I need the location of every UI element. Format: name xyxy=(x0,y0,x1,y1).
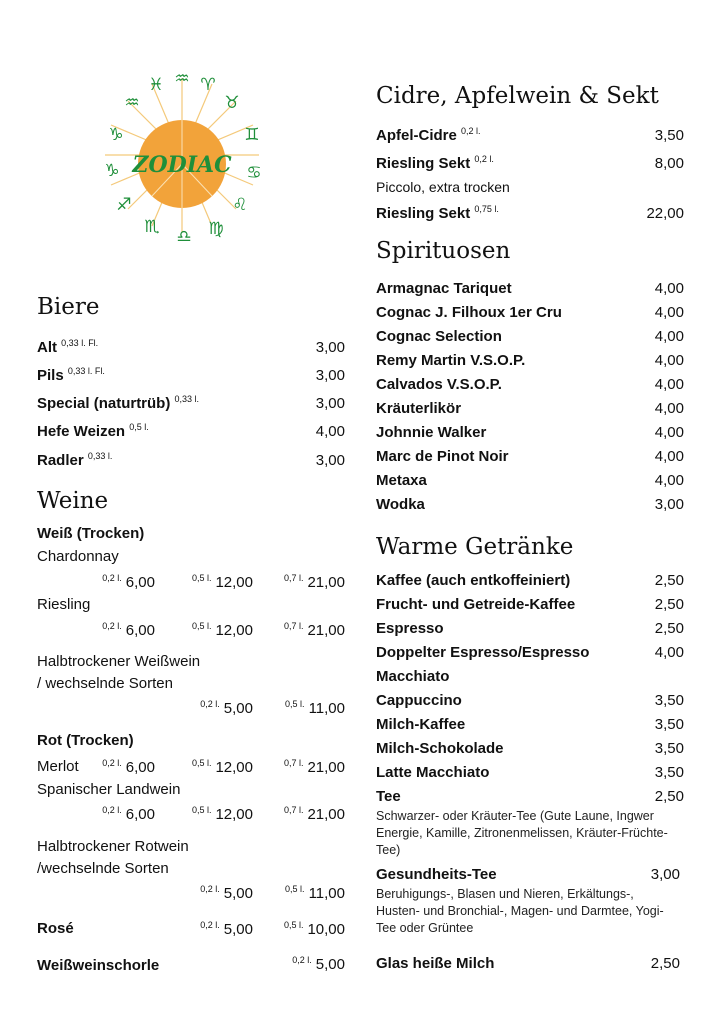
menu-item-alt: Alt $^{0,33 l. Fl.}$ 3,00 xyxy=(37,338,345,356)
price-halb-rot-05: $^{0,5 l.}$ 11,00 xyxy=(285,884,345,902)
tee-description: Schwarzer- oder Kräuter-Tee (Gute Laune, Ingwer Energie, Kamille, Zitronenmelissen, Kräuter-Früchte-Tee) xyxy=(376,809,668,857)
spirit-item: Kräuterlikör 4,00 xyxy=(376,400,684,417)
spirit-item: Cognac J. Filhoux 1er Cru 4,00 xyxy=(376,304,684,321)
price-rose-02: $^{0,2 l.}$ 5,00 xyxy=(200,920,253,938)
menu-item-radler: Radler $^{0,33 l.}$ 3,00 xyxy=(37,451,345,469)
price-chardonnay-07: $^{0,7 l.}$ 21,00 xyxy=(283,573,345,591)
warm-item: Frucht- und Getreide-Kaffee 2,50 xyxy=(376,596,684,613)
section-title-warme-getraenke: Warme Getränke xyxy=(376,534,574,560)
warm-item: Milch-Schokolade 3,50 xyxy=(376,740,684,757)
wine-halbtrocken-weiss-line1: Halbtrockener Weißwein xyxy=(37,653,201,670)
price-halb-weiss-02: $^{0,2 l.}$ 5,00 xyxy=(200,699,253,717)
zodiac-glyph-icon: ♎ xyxy=(176,227,192,247)
wine-halbtrocken-weiss-line2: / wechselnde Sorten xyxy=(37,675,173,692)
warm-item-gesundheits-tee: Gesundheits-Tee 3,00 xyxy=(376,866,680,883)
warm-item: Doppelter Espresso/Espresso 4,00 xyxy=(376,644,684,661)
warm-item: Latte Macchiato 3,50 xyxy=(376,764,684,781)
spirit-item: Wodka 3,00 xyxy=(376,496,684,513)
spirit-item: Remy Martin V.S.O.P. 4,00 xyxy=(376,352,684,369)
spirit-item: Marc de Pinot Noir 4,00 xyxy=(376,448,684,465)
wine-merlot: Merlot xyxy=(37,758,79,775)
price-spanisch-07: $^{0,7 l.}$ 21,00 xyxy=(283,805,345,823)
zodiac-glyph-icon: ♒ xyxy=(174,69,190,89)
warm-item: Kaffee (auch entkoffeiniert) 2,50 xyxy=(376,572,684,589)
section-title-spirituosen: Spirituosen xyxy=(376,238,511,264)
zodiac-glyph-icon: ♑ xyxy=(104,161,120,181)
spirit-item: Cognac Selection 4,00 xyxy=(376,328,684,345)
wine-schorle: Weißweinschorle xyxy=(37,957,160,974)
spirit-item: Johnnie Walker 4,00 xyxy=(376,424,684,441)
zodiac-glyph-icon: ♒ xyxy=(124,93,140,113)
price-rose-05: $^{0,5 l.}$ 10,00 xyxy=(283,920,345,938)
wine-spanischer-landwein: Spanischer Landwein xyxy=(37,781,181,798)
warm-item-milch: Glas heiße Milch 2,50 xyxy=(376,955,680,972)
wine-chardonnay: Chardonnay xyxy=(37,548,119,565)
subheader-weiss: Weiß (Trocken) xyxy=(37,525,145,542)
menu-item-riesling-sekt-075: Riesling Sekt $^{0,75 l.}$ 22,00 xyxy=(376,204,684,222)
wine-halbtrocken-rot-line1: Halbtrockener Rotwein xyxy=(37,838,189,855)
menu-item-hefe-weizen: Hefe Weizen $^{0,5 l.}$ 4,00 xyxy=(37,422,345,440)
warm-item: Espresso 2,50 xyxy=(376,620,684,637)
price-riesling-05: $^{0,5 l.}$ 12,00 xyxy=(191,621,253,639)
price-spanisch-05: $^{0,5 l.}$ 12,00 xyxy=(191,805,253,823)
zodiac-glyph-icon: ♍ xyxy=(208,219,224,239)
subheader-rot: Rot (Trocken) xyxy=(37,732,134,749)
wine-rose: Rosé xyxy=(37,920,74,937)
warm-item: Cappuccino 3,50 xyxy=(376,692,684,709)
section-title-weine: Weine xyxy=(37,488,109,514)
section-title-biere: Biere xyxy=(37,294,100,320)
menu-item-pils: Pils $^{0,33 l. Fl.}$ 3,00 xyxy=(37,366,345,384)
price-riesling-07: $^{0,7 l.}$ 21,00 xyxy=(283,621,345,639)
price-halb-rot-02: $^{0,2 l.}$ 5,00 xyxy=(200,884,253,902)
price-spanisch-02: $^{0,2 l.}$ 6,00 xyxy=(102,805,155,823)
price-merlot-02: $^{0,2 l.}$ 6,00 xyxy=(102,758,155,776)
gesundheits-tee-description: Beruhigungs-, Blasen und Nieren, Erkältungs-, Husten- und Bronchial-, Magen- und Darmtee, Yogi-Tee oder Grüntee xyxy=(376,887,664,935)
zodiac-glyph-icon: ♉ xyxy=(224,93,240,113)
wine-halbtrocken-rot-line2: /wechselnde Sorten xyxy=(37,860,169,877)
menu-item-riesling-sekt-02: Riesling Sekt $^{0,2 l.}$ 8,00 xyxy=(376,154,684,172)
zodiac-glyph-icon: ♈ xyxy=(200,75,216,95)
price-chardonnay-02: $^{0,2 l.}$ 6,00 xyxy=(102,573,155,591)
menu-item-apfel-cidre: Apfel-Cidre $^{0,2 l.}$ 3,50 xyxy=(376,126,684,144)
zodiac-glyph-icon: ♊ xyxy=(244,125,260,145)
logo-text: ZODIAC xyxy=(132,152,232,178)
warm-item-tee: Tee 2,50 xyxy=(376,788,684,805)
price-schorle-02: $^{0,2 l.}$ 5,00 xyxy=(292,955,345,973)
price-merlot-07: $^{0,7 l.}$ 21,00 xyxy=(283,758,345,776)
menu-item-special: Special (naturtrüb) $^{0,33 l.}$ 3,00 xyxy=(37,394,345,412)
wine-riesling: Riesling xyxy=(37,596,91,613)
warm-item-macchiato: Macchiato xyxy=(376,668,450,685)
piccolo-note: Piccolo, extra trocken xyxy=(376,179,510,195)
warm-item: Milch-Kaffee 3,50 xyxy=(376,716,684,733)
section-title-cidre: Cidre, Apfelwein & Sekt xyxy=(376,83,659,109)
price-riesling-02: $^{0,2 l.}$ 6,00 xyxy=(102,621,155,639)
price-merlot-05: $^{0,5 l.}$ 12,00 xyxy=(191,758,253,776)
spirit-item: Calvados V.S.O.P. 4,00 xyxy=(376,376,684,393)
zodiac-glyph-icon: ♏ xyxy=(144,217,160,237)
price-halb-weiss-05: $^{0,5 l.}$ 11,00 xyxy=(285,699,345,717)
spirit-item: Metaxa 4,00 xyxy=(376,472,684,489)
spirit-item: Armagnac Tariquet 4,00 xyxy=(376,280,684,297)
zodiac-glyph-icon: ♓ xyxy=(148,75,164,95)
zodiac-glyph-icon: ♌ xyxy=(232,195,248,215)
zodiac-logo xyxy=(92,60,272,250)
zodiac-glyph-icon: ♐ xyxy=(116,195,132,215)
price-chardonnay-05: $^{0,5 l.}$ 12,00 xyxy=(191,573,253,591)
zodiac-glyph-icon: ♋ xyxy=(246,163,262,183)
zodiac-glyph-icon: ♑ xyxy=(108,125,124,145)
